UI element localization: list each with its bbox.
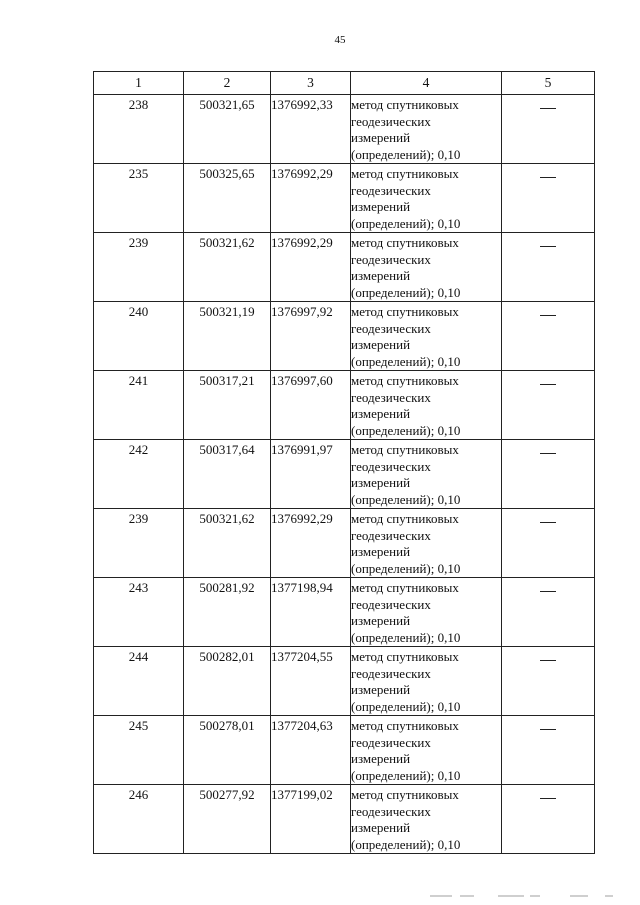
method-line: измерений	[351, 613, 411, 628]
dash-mark	[540, 177, 556, 178]
method-line: (определений); 0,10	[351, 767, 461, 783]
method-line: геодезических	[351, 596, 431, 612]
method-line: измерений	[351, 751, 411, 766]
point-number: 241	[94, 371, 184, 440]
coordinate-y: 1377204,63	[271, 716, 351, 785]
method-line: (определений); 0,10	[351, 629, 461, 645]
coordinate-x: 500321,19	[184, 302, 271, 371]
note-cell	[502, 371, 595, 440]
method-line: (определений); 0,10	[351, 422, 461, 438]
method-line: метод спутниковых	[351, 442, 459, 457]
column-header-3: 3	[271, 72, 351, 95]
method-description	[351, 233, 502, 302]
dash-mark	[540, 660, 556, 661]
method-line: метод спутниковых	[351, 373, 459, 388]
table-row	[94, 371, 595, 440]
method-line: метод спутниковых	[351, 787, 459, 802]
method-line: метод спутниковых	[351, 166, 459, 181]
method-line: геодезических	[351, 665, 431, 681]
method-line: (определений); 0,10	[351, 560, 461, 576]
scan-artifacts	[430, 895, 620, 899]
method-line: геодезических	[351, 389, 431, 405]
method-line: метод спутниковых	[351, 580, 459, 595]
dash-mark	[540, 384, 556, 385]
table-row	[94, 302, 595, 371]
coordinate-x: 500277,92	[184, 785, 271, 854]
method-line: измерений	[351, 130, 411, 145]
coordinate-x: 500278,01	[184, 716, 271, 785]
table-row	[94, 716, 595, 785]
method-line: геодезических	[351, 113, 431, 129]
coordinate-y: 1377198,94	[271, 578, 351, 647]
point-number: 242	[94, 440, 184, 509]
dash-mark	[540, 246, 556, 247]
method-line: геодезических	[351, 251, 431, 267]
point-number: 239	[94, 509, 184, 578]
point-number: 238	[94, 95, 184, 164]
note-cell	[502, 716, 595, 785]
note-cell	[502, 509, 595, 578]
method-line: метод спутниковых	[351, 511, 459, 526]
coordinate-x: 500321,62	[184, 509, 271, 578]
table-body	[94, 95, 595, 854]
coordinate-y: 1376992,29	[271, 233, 351, 302]
method-line: метод спутниковых	[351, 649, 459, 664]
coordinate-y: 1376992,29	[271, 509, 351, 578]
method-line: геодезических	[351, 182, 431, 198]
point-number: 245	[94, 716, 184, 785]
dash-mark	[540, 522, 556, 523]
method-description	[351, 440, 502, 509]
page-number: 45	[334, 34, 346, 46]
note-cell	[502, 440, 595, 509]
table-row	[94, 785, 595, 854]
method-line: (определений); 0,10	[351, 353, 461, 369]
method-line: (определений); 0,10	[351, 215, 461, 231]
coordinate-x: 500317,64	[184, 440, 271, 509]
coordinate-y: 1376992,33	[271, 95, 351, 164]
method-line: геодезических	[351, 803, 431, 819]
method-line: метод спутниковых	[351, 97, 459, 112]
method-line: измерений	[351, 199, 411, 214]
coordinate-y: 1376997,60	[271, 371, 351, 440]
coordinate-x: 500321,65	[184, 95, 271, 164]
table-row	[94, 647, 595, 716]
method-description	[351, 164, 502, 233]
coordinate-x: 500282,01	[184, 647, 271, 716]
note-cell	[502, 233, 595, 302]
coordinate-x: 500281,92	[184, 578, 271, 647]
dash-mark	[540, 108, 556, 109]
coordinates-table	[93, 71, 595, 854]
note-cell	[502, 302, 595, 371]
coordinate-y: 1376997,92	[271, 302, 351, 371]
column-header-2: 2	[184, 72, 271, 95]
coordinate-y: 1376992,29	[271, 164, 351, 233]
note-cell	[502, 95, 595, 164]
method-description	[351, 647, 502, 716]
note-cell	[502, 647, 595, 716]
method-description	[351, 509, 502, 578]
method-description	[351, 578, 502, 647]
table-row	[94, 95, 595, 164]
dash-mark	[540, 798, 556, 799]
point-number: 235	[94, 164, 184, 233]
method-line: измерений	[351, 475, 411, 490]
dash-mark	[540, 591, 556, 592]
method-line: измерений	[351, 682, 411, 697]
method-line: метод спутниковых	[351, 718, 459, 733]
method-line: (определений); 0,10	[351, 491, 461, 507]
method-line: метод спутниковых	[351, 304, 459, 319]
method-description	[351, 785, 502, 854]
method-line: (определений); 0,10	[351, 836, 461, 852]
point-number: 246	[94, 785, 184, 854]
coordinate-x: 500317,21	[184, 371, 271, 440]
method-line: измерений	[351, 544, 411, 559]
method-line: измерений	[351, 268, 411, 283]
note-cell	[502, 164, 595, 233]
method-line: геодезических	[351, 458, 431, 474]
method-line: измерений	[351, 337, 411, 352]
dash-mark	[540, 453, 556, 454]
method-line: измерений	[351, 820, 411, 835]
dash-mark	[540, 315, 556, 316]
table-row	[94, 509, 595, 578]
coordinate-x: 500325,65	[184, 164, 271, 233]
table-header-row	[94, 72, 595, 95]
method-line: геодезических	[351, 734, 431, 750]
coordinate-x: 500321,62	[184, 233, 271, 302]
note-cell	[502, 785, 595, 854]
method-line: метод спутниковых	[351, 235, 459, 250]
method-line: геодезических	[351, 320, 431, 336]
method-line: (определений); 0,10	[351, 284, 461, 300]
method-line: (определений); 0,10	[351, 698, 461, 714]
point-number: 244	[94, 647, 184, 716]
method-line: геодезических	[351, 527, 431, 543]
point-number: 239	[94, 233, 184, 302]
coordinate-y: 1377204,55	[271, 647, 351, 716]
coordinate-y: 1377199,02	[271, 785, 351, 854]
table-row	[94, 164, 595, 233]
column-header-4: 4	[351, 72, 502, 95]
method-line: измерений	[351, 406, 411, 421]
method-description	[351, 716, 502, 785]
method-line: (определений); 0,10	[351, 146, 461, 162]
table-row	[94, 440, 595, 509]
method-description	[351, 371, 502, 440]
point-number: 240	[94, 302, 184, 371]
method-description	[351, 302, 502, 371]
method-description	[351, 95, 502, 164]
point-number: 243	[94, 578, 184, 647]
table-row	[94, 233, 595, 302]
column-header-5: 5	[502, 72, 595, 95]
coordinate-y: 1376991,97	[271, 440, 351, 509]
dash-mark	[540, 729, 556, 730]
table-row	[94, 578, 595, 647]
note-cell	[502, 578, 595, 647]
column-header-1: 1	[94, 72, 184, 95]
